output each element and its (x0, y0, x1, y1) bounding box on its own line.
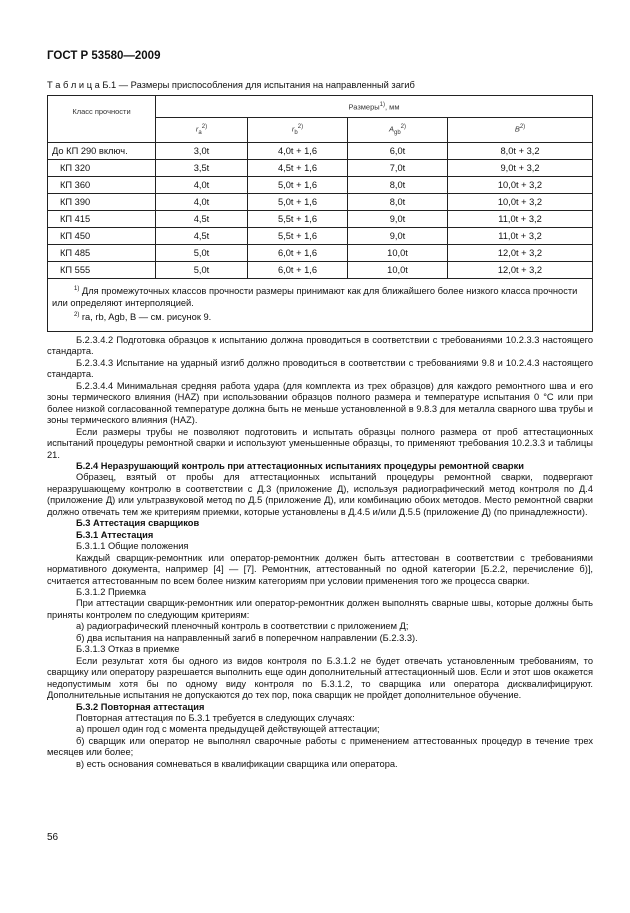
table-footnotes (48, 279, 593, 332)
class-header: Класс прочности (48, 96, 156, 143)
value-cell: 5,0t + 1,6 (248, 194, 348, 211)
group-header-sup: 1) (379, 101, 386, 108)
value-cell: 3,5t (156, 160, 248, 177)
table-caption: Т а б л и ц а Б.1 — Размеры приспособления для испытания на направленный загиб (47, 80, 415, 90)
table-row (48, 194, 593, 211)
paragraph: б) два испытания на направленный загиб в поперечном направлении (Б.2.3.3). (76, 632, 418, 643)
paragraph: Если размеры трубы не позволяют подготовить и испытать образцы полного размера от проб аттестационных испытаний процедуры ремонтной сварки и используют уменьшенные образцы, то применяют требования 10.2.3.3 и таблицы 21. (47, 426, 593, 460)
paragraph: Б.2.3.4.2 Подготовка образцов к испытанию должна проводиться в соответствии с требованиями 10.2.3.3 настоящего стандарта. (47, 335, 593, 357)
body-text (47, 335, 593, 770)
class-cell: КП 450 (48, 228, 156, 245)
class-cell: КП 360 (48, 177, 156, 194)
value-cell: 5,0t (156, 245, 248, 262)
dimensions-group-header (156, 96, 593, 118)
paragraph: Б.2.3.4.3 Испытание на ударный изгиб должно проводиться в соответствии с требованиями 9.8 и 10.2.4.3 настоящего стандарта. (47, 357, 593, 380)
footnote-2-text: ra, rb, Agb, B — см. рисунок 9. (79, 312, 212, 323)
group-header-unit: , мм (385, 102, 400, 112)
group-header-label: Размеры (348, 102, 380, 112)
paragraph: Б.3.1.1 Общие положения (76, 541, 189, 552)
column-symbol: A (388, 124, 394, 134)
table-row (48, 211, 593, 228)
value-cell: 11,0t + 3,2 (448, 228, 593, 245)
dimensions-table (47, 95, 593, 332)
column-sup: 2) (297, 124, 304, 130)
document-header: ГОСТ Р 53580—2009 (47, 50, 161, 62)
value-cell: 9,0t (348, 228, 448, 245)
value-cell: 7,0t (348, 160, 448, 177)
value-cell: 5,0t (156, 262, 248, 279)
column-sup: 2) (201, 124, 208, 130)
column-header (348, 118, 448, 143)
value-cell: 4,0t + 1,6 (248, 143, 348, 160)
value-cell: 3,0t (156, 143, 248, 160)
table-row (48, 160, 593, 177)
value-cell: 4,5t + 1,6 (248, 160, 348, 177)
paragraph: Образец, взятый от пробы для аттестационных испытаний процедуры ремонтной сварки, подвергают неразрушающему контролю в соответствии с Д.3 (приложение Д), используя радиографический метод контроля по Д.4 (приложение Д) или ультразвуковой метод по Д.5 (приложение Д), или комбинацию обоих методов. Место ремонтной сварки должно отвечать тем же критериям приемки, которые установлены в Д.4.5 и/или Д.5.5 (приложение Д) (по принадлежности). (47, 472, 593, 517)
value-cell: 10,0t (348, 245, 448, 262)
table-row (48, 245, 593, 262)
footnote-1 (52, 283, 588, 309)
section-heading: Б.3 Аттестация сварщиков (76, 518, 200, 529)
value-cell: 11,0t + 3,2 (448, 211, 593, 228)
value-cell: 10,0t + 3,2 (448, 194, 593, 211)
column-sub: gb (393, 130, 401, 136)
value-cell: 9,0t + 3,2 (448, 160, 593, 177)
section-heading: Б.3.2 Повторная аттестация (76, 701, 205, 712)
value-cell: 5,5t + 1,6 (248, 228, 348, 245)
value-cell: 8,0t (348, 177, 448, 194)
paragraph: Каждый сварщик-ремонтник или оператор-ремонтник должен быть аттестован в соответствии с требованиями нормативного документа, например [4] — [7]. Ремонтник, аттестованный по одной категории [Б.2.2, перечисление б)], считается аттестованным по всем более низким категориям при условии применения того же процесса сварки. (47, 552, 593, 586)
column-header (156, 118, 248, 143)
footnote-1-mark: 1) (74, 286, 80, 292)
section-heading: Б.3.1 Аттестация (76, 529, 154, 540)
paragraph: Б.3.1.3 Отказ в приемке (76, 644, 180, 655)
column-header (248, 118, 348, 143)
paragraph: Б.2.3.4.4 Минимальная средняя работа удара (для комплекта из трех образцов) для каждого ремонтного шва и его зоны термического влияния (HAZ) при использовании образцов полного размера и температуре испытания 0 °С или при более низкой согласованной температуре должна быть не меньше установленной в 9.8.3 для металла сварного шва трубы и зоны термического влияния (HAZ). (47, 380, 593, 426)
column-symbol: r (291, 124, 295, 134)
value-cell: 6,0t + 1,6 (248, 262, 348, 279)
value-cell: 10,0t (348, 262, 448, 279)
column-sup: 2) (519, 124, 526, 130)
section-heading: Б.2.4 Неразрушающий контроль при аттестационных испытаниях процедуры ремонтной сварки (76, 460, 524, 471)
value-cell: 9,0t (348, 211, 448, 228)
value-cell: 4,0t (156, 194, 248, 211)
value-cell: 4,0t (156, 177, 248, 194)
value-cell: 5,0t + 1,6 (248, 177, 348, 194)
table-row (48, 228, 593, 245)
value-cell: 4,5t (156, 211, 248, 228)
column-sub: b (294, 130, 298, 136)
paragraph: Повторная аттестация по Б.3.1 требуется в следующих случаях: (76, 712, 355, 723)
class-cell: КП 485 (48, 245, 156, 262)
column-header (448, 118, 593, 143)
paragraph: При аттестации сварщик-ремонтник или оператор-ремонтник должен выполнять сварные швы, которые должны быть приняты контролем по следующим критериям: (47, 598, 593, 620)
value-cell: 5,5t + 1,6 (248, 211, 348, 228)
table-row (48, 262, 593, 279)
footnote-2 (52, 309, 588, 323)
class-cell: КП 390 (48, 194, 156, 211)
class-cell: КП 555 (48, 262, 156, 279)
value-cell: 12,0t + 3,2 (448, 245, 593, 262)
value-cell: 4,5t (156, 228, 248, 245)
paragraph: а) радиографический пленочный контроль в соответствии с приложением Д; (76, 621, 409, 632)
paragraph: Б.3.1.2 Приемка (76, 586, 146, 597)
class-cell: КП 320 (48, 160, 156, 177)
paragraph: Если результат хотя бы одного из видов контроля по Б.3.1.2 не будет отвечать установленным требованиям, то сварщику или оператору разрешается выполнить еще один дополнительный аттестационный шов. Если и этот шов окажется недопустимым хотя бы по одному виду контроля по Б.3.1.2, то сварщика или оператора дисквалифицируют. Дополнительные испытания не допускаются до тех пор, пока сварщик не пройдет дополнительное обучение. (47, 655, 593, 701)
value-cell: 6,0t (348, 143, 448, 160)
paragraph: в) есть основания сомневаться в квалификации сварщика или оператора. (76, 758, 398, 769)
class-cell: КП 415 (48, 211, 156, 228)
footnote-1-text: Для промежуточных классов прочности размеры принимают как для ближайшего более низкого класса прочности или определяют интерполяцией. (52, 286, 578, 309)
table-row (48, 143, 593, 160)
footnote-2-mark: 2) (74, 312, 80, 319)
class-cell: До КП 290 включ. (48, 143, 156, 160)
page-number: 56 (47, 832, 59, 843)
value-cell: 6,0t + 1,6 (248, 245, 348, 262)
value-cell: 8,0t + 3,2 (448, 143, 593, 160)
paragraph: а) прошел один год с момента предыдущей действующей аттестации; (76, 724, 380, 735)
value-cell: 10,0t + 3,2 (448, 177, 593, 194)
column-sup: 2) (400, 124, 407, 130)
value-cell: 12,0t + 3,2 (448, 262, 593, 279)
paragraph: б) сварщик или оператор не выполнял сварочные работы с применением аттестованных процедур в течение трех месяцев или более; (47, 735, 593, 758)
column-symbol: r (195, 124, 199, 134)
column-symbol: B (514, 124, 520, 134)
column-sub: a (198, 130, 202, 136)
table-row (48, 177, 593, 194)
value-cell: 8,0t (348, 194, 448, 211)
